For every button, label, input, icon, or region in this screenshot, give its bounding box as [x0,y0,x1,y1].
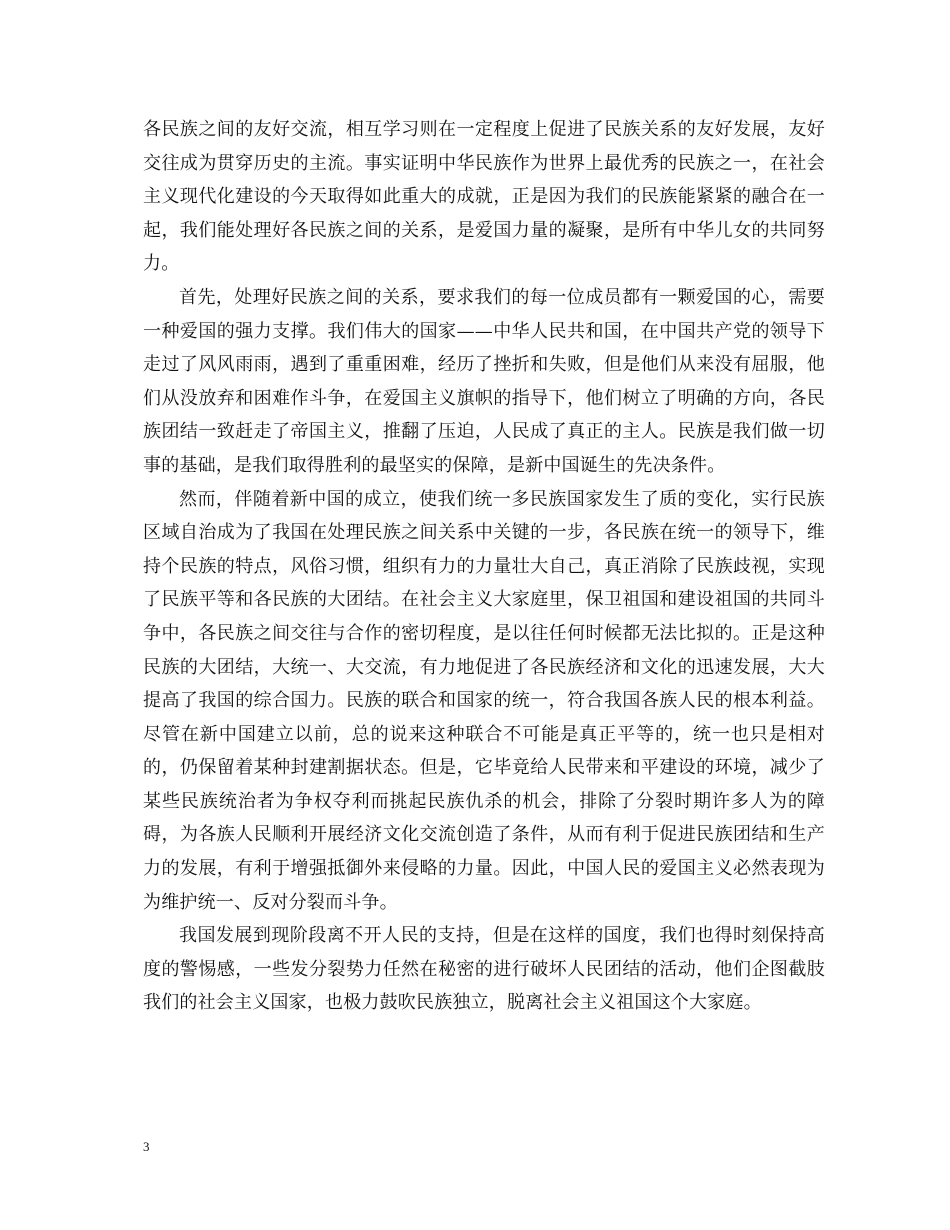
paragraph-1: 各民族之间的友好交流，相互学习则在一定程度上促进了民族关系的友好发展，友好交往成为贯穿历史的主流。事实证明中华民族作为世界上最优秀的民族之一，在社会主义现代化建设的今天取得如此重大的成就，正是因为我们的民族能紧紧的融合在一起，我们能处理好各民族之间的关系，是爱国力量的凝聚，是所有中华儿女的共同努力。 [143,119,825,275]
page-number: 3 [143,1139,150,1154]
paragraph-4: 我国发展到现阶段离不开人民的支持，但是在这样的国度，我们也得时刻保持高度的警惕感，一些发分裂势力任然在秘密的进行破坏人民团结的活动，他们企图截肢我们的社会主义国家，也极力鼓吹民族独立，脱离社会主义祖国这个大家庭。 [143,925,825,1014]
paragraph-3: 然而，伴随着新中国的成立，使我们统一多民族国家发生了质的变化，实行民族区域自治成为了我国在处理民族之间关系中关键的一步，各民族在统一的领导下，维持个民族的特点，风俗习惯，组织有力的力量壮大自己，真正消除了民族歧视，实现了民族平等和各民族的大团结。在社会主义大家庭里，保卫祖国和建设祖国的共同斗争中，各民族之间交往与合作的密切程度，是以往任何时候都无法比拟的。正是这种民族的大团结，大统一、大交流，有力地促进了各民族经济和文化的迅速发展，大大提高了我国的综合国力。民族的联合和国家的统一，符合我国各族人民的根本利益。尽管在新中国建立以前，总的说来这种联合不可能是真正平等的，统一也只是相对的，仍保留着某种封建割据状态。但是，它毕竟给人民带来和平建设的环境，减少了某些民族统治者为争权夺利而挑起民族仇杀的机会，排除了分裂时期许多人为的障碍，为各族人民顺利开展经济文化交流创造了条件，从而有利于促进民族团结和生产力的发展，有利于增强抵御外来侵略的力量。因此，中国人民的爱国主义必然表现为为维护统一、反对分裂而斗争。 [143,488,825,913]
paragraph-2: 首先，处理好民族之间的关系，要求我们的每一位成员都有一颗爱国的心，需要一种爱国的强力支撑。我们伟大的国家——中华人民共和国，在中国共产党的领导下走过了风风雨雨，遇到了重重困难，经历了挫折和失败，但是他们从来没有屈服，他们从没放弃和困难作斗争，在爱国主义旗帜的指导下，他们树立了明确的方向，各民族团结一致赶走了帝国主义，推翻了压迫，人民成了真正的主人。民族是我们做一切事的基础，是我们取得胜利的最坚实的保障，是新中国诞生的先决条件。 [143,286,825,476]
document-body [143,113,825,1020]
